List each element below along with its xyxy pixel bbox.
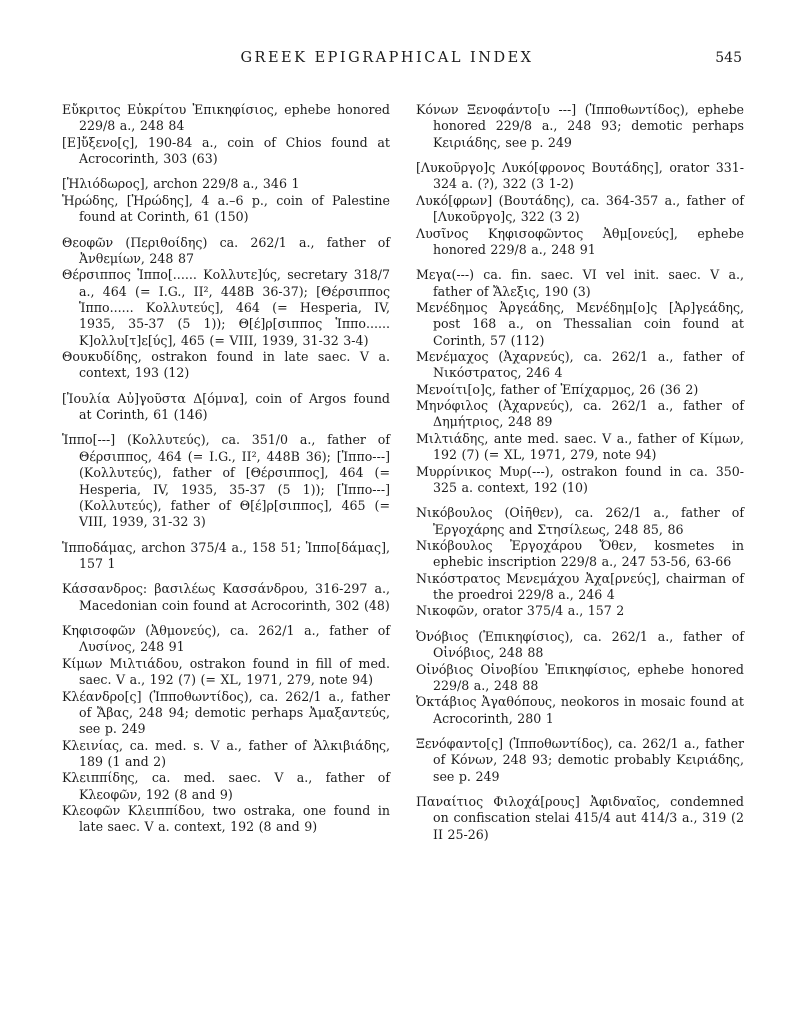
index-columns <box>62 102 744 843</box>
index-entry: Κλεινίας, ca. med. s. V a., father of Ἀλκιβιάδης, 189 (1 and 2) <box>62 737 390 769</box>
index-entry: [Ἰουλία Αὐ]γοῦστα Δ[όμνα], coin of Argos found at Corinth, 61 (146) <box>62 390 390 423</box>
left-column <box>62 102 390 843</box>
index-entry: Κλεοφῶν Κλειππίδου, two ostraka, one found in late saec. V a. context, 192 (8 and 9) <box>62 803 390 835</box>
index-entry: Μενέμαχος (Ἀχαρνεύς), ca. 262/1 a., father of Νικόστρατος, 246 4 <box>416 349 744 381</box>
index-entry: Κλέανδρο[ς] (Ἱπποθωντίδος), ca. 262/1 a., father of Ἄβας, 248 94; demotic perhaps Ἀμαξαντεύς, see p. 249 <box>62 688 390 737</box>
index-group <box>62 581 390 614</box>
index-group <box>62 432 390 530</box>
index-entry: [Ἡλιόδωρος], archon 229/8 a., 346 1 <box>62 176 300 192</box>
page-title: GREEK EPIGRAPHICAL INDEX <box>240 50 534 66</box>
index-entry: Κίμων Μιλτιάδου, ostrakon found in fill of med. saec. V a., 192 (7) (= XL, 1971, 279, note 94) <box>62 655 390 688</box>
index-entry: Κάσσανδρος: βασιλέως Κασσάνδρου, 316-297 a., Macedonian coin found at Acrocorinth, 302 (48) <box>62 581 390 613</box>
index-group <box>416 505 744 620</box>
index-entry: Μενοίτι[ο]ς, father of Ἐπίχαρμος, 26 (36 2) <box>416 381 699 397</box>
index-entry: Οἰνόβιος Οἰνοβίου Ἐπικηφίσιος, ephebe honored 229/8 a., 248 88 <box>416 661 744 693</box>
index-group <box>62 176 390 225</box>
index-entry: Ἡρώδης, [Ἡρώδης], 4 a.–6 p., coin of Palestine found at Corinth, 61 (150) <box>62 192 390 225</box>
index-entry: Κλειππίδης, ca. med. saec. V a., father of Κλεοφῶν, 192 (8 and 9) <box>62 770 390 802</box>
page-number: 545 <box>715 50 742 66</box>
index-entry: Παναίτιος Φιλοχά[ρους] Ἀφιδναῖος, condemned on confiscation stelai 415/4 aut 414/3 a., 319 (2 II 25-26) <box>416 794 744 842</box>
index-entry: Ὀκτάβιος Ἀγαθόπους, neokoros in mosaic found at Acrocorinth, 280 1 <box>416 694 744 726</box>
page-header <box>62 50 742 72</box>
index-entry: Μενέδημος Ἀργεάδης, Μενέδημ[ο]ς [Ἀρ]γεάδης, post 168 a., on Thessalian coin found at Corinth, 57 (112) <box>416 299 744 348</box>
index-entry: Θέρσιππος Ἱππο[...... Κολλυτε]ύς, secretary 318/7 a., 464 (= I.G., II², 448B 36-37); [Θέρσιππος Ἱππο...... Κολλυτεύς], 464 (= Hesperia, IV, 1935, 35-37 (5 1)); Θ[έ]ρ[σιππος Ἱππο...... Κ]ολλυ[τ]ε[ύς], 465 (= VIII, 1939, 31-32 3-4) <box>62 267 390 348</box>
index-entry: Λυκό[φρων] (Βουτάδης), ca. 364-357 a., father of [Λυκοῦργο]ς, 322 (3 2) <box>416 192 744 225</box>
index-entry: Θεοφῶν (Περιθοίδης) ca. 262/1 a., father of Ἀνθεμίων, 248 87 <box>62 234 390 266</box>
index-entry: Ἱπποδάμας, archon 375/4 a., 158 51; Ἱππο[δάμας], 157 1 <box>62 539 390 571</box>
index-entry: Μυρρίνικος Μυρ(---), ostrakon found in ca. 350-325 a. context, 192 (10) <box>416 463 744 495</box>
index-entry: Μιλτιάδης, ante med. saec. V a., father of Κίμων, 192 (7) (= XL, 1971, 279, note 94) <box>416 430 744 463</box>
index-entry: Θουκυδίδης, ostrakon found in late saec. V a. context, 193 (12) <box>62 349 390 381</box>
index-entry: Νικοφῶν, orator 375/4 a., 157 2 <box>416 603 625 619</box>
index-entry: Ξενόφαντο[ς] (Ἱπποθωντίδος), ca. 262/1 a., father of Κόνων, 248 93; demotic probably Κειριάδης, see p. 249 <box>416 735 744 784</box>
index-group <box>416 160 744 258</box>
index-group <box>62 391 390 424</box>
index-group <box>416 267 744 496</box>
index-entry: Κηφισοφῶν (Ἀθμονεύς), ca. 262/1 a., father of Λυσίνος, 248 91 <box>62 623 390 655</box>
index-group <box>416 629 744 727</box>
index-entry: Μεγα(---) ca. fin. saec. VI vel init. saec. V a., father of Ἄλεξις, 190 (3) <box>416 267 744 299</box>
index-entry: Μηνόφιλος (Ἀχαρνεύς), ca. 262/1 a., father of Δημήτριος, 248 89 <box>416 398 744 430</box>
index-entry: Νικόστρατος Μενεμάχου Ἀχα[ρνεύς], chairman of the proedroi 229/8 a., 246 4 <box>416 570 744 603</box>
index-group <box>62 540 390 573</box>
index-entry: Λυσῖνος Κηφισοφῶντος Ἀθμ[ονεύς], ephebe honored 229/8 a., 248 91 <box>416 225 744 257</box>
index-entry: [Ε]ὔξενο[ς], 190-84 a., coin of Chios found at Acrocorinth, 303 (63) <box>62 134 390 167</box>
right-column <box>416 102 744 843</box>
index-entry: Κόνων Ξενοφάντο[υ ---] (Ἱπποθωντίδος), ephebe honored 229/8 a., 248 93; demotic perhaps Κειριάδης, see p. 249 <box>416 102 744 150</box>
index-entry: Νικόβουλος Ἐργοχάρου Ὄθεν, kosmetes in ephebic inscription 229/8 a., 247 53-56, 63-66 <box>416 537 744 570</box>
index-entry: Ἱππο[---] (Κολλυτεύς), ca. 351/0 a., father of Θέρσιππος, 464 (= I.G., II², 448B 36); [Ἱππο---] (Κολλυτεύς), father of [Θέρσιππος], 464 (= Hesperia, IV, 1935, 35-37 (5 1)); [Ἱππο---] (Κολλυτεύς), father of Θ[έ]ρ[σιππος], 465 (= VIII, 1939, 31-32 3) <box>62 432 390 530</box>
index-group <box>416 736 744 785</box>
index-group <box>62 235 390 382</box>
index-group <box>416 102 744 151</box>
index-entry: Νικόβουλος (Οἰῆθεν), ca. 262/1 a., father of Ἐργοχάρης and Στησίλεως, 248 85, 86 <box>416 505 744 537</box>
index-entry: Ὀνόβιος (Ἐπικηφίσιος), ca. 262/1 a., father of Οἰνόβιος, 248 88 <box>416 628 744 661</box>
index-group <box>62 623 390 836</box>
index-entry: Εὔκριτος Εὐκρίτου Ἐπικηφίσιος, ephebe honored 229/8 a., 248 84 <box>62 102 390 134</box>
index-group <box>62 102 390 167</box>
index-group <box>416 794 744 843</box>
index-entry: [Λυκοῦργο]ς Λυκό[φρονος Βουτάδης], orator 331-324 a. (?), 322 (3 1-2) <box>416 160 744 192</box>
